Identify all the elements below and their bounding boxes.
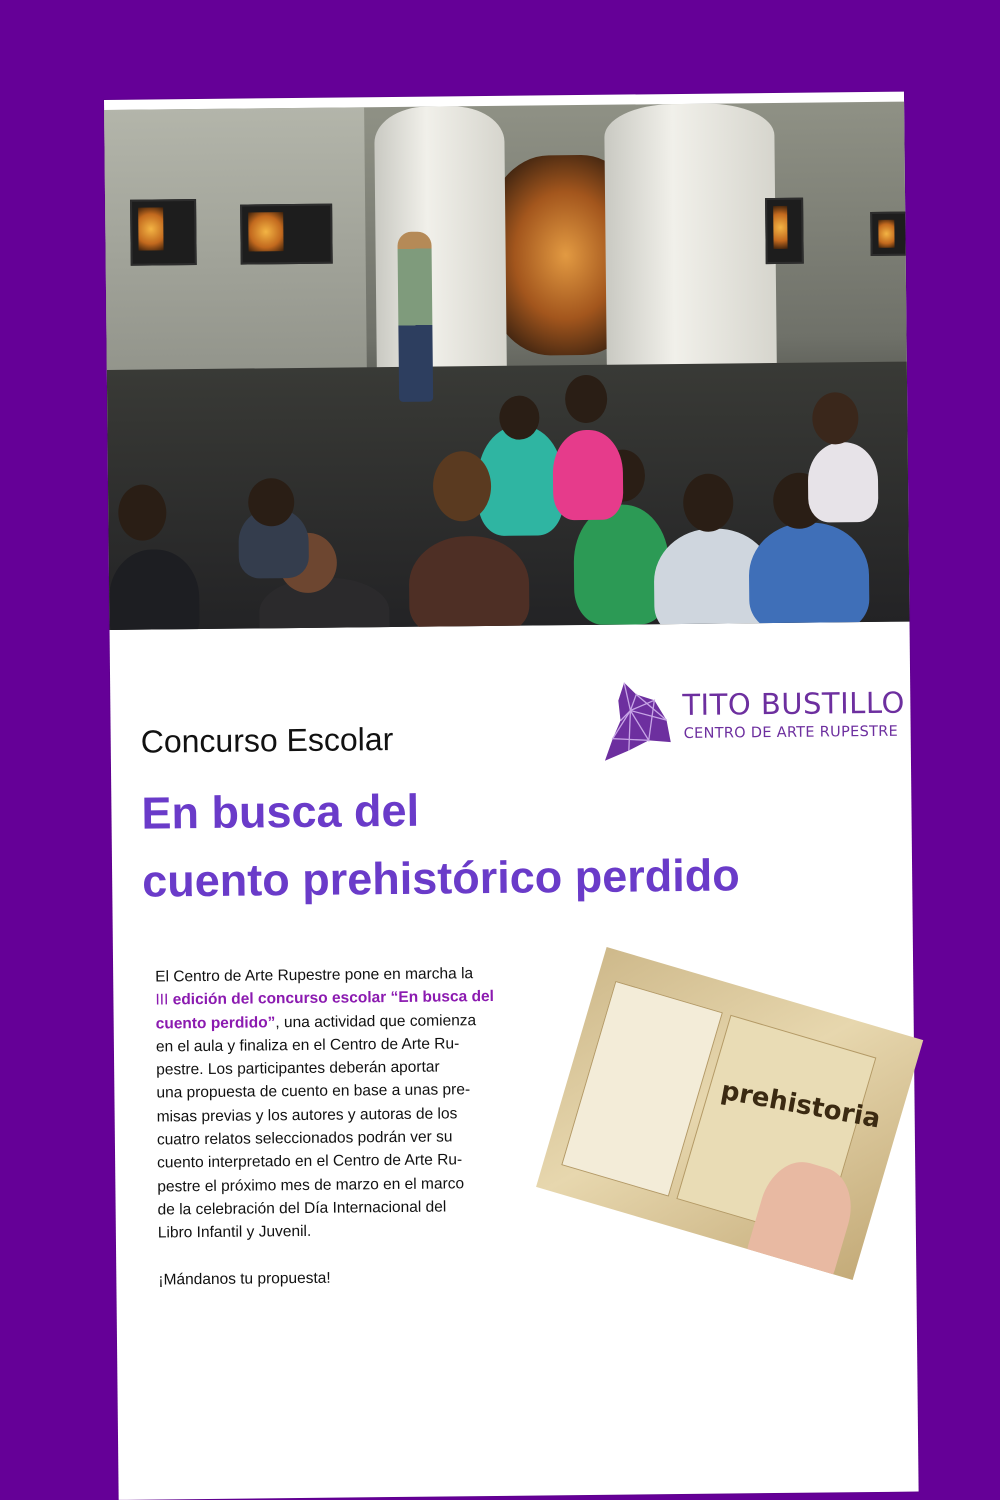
cave-pillar <box>604 103 777 375</box>
body-line: pestre. Los participantes deberán aportar <box>156 1058 440 1079</box>
title-line-2: cuento prehistórico perdido <box>141 849 740 907</box>
exhibit-screen <box>765 198 804 264</box>
body-line <box>156 1008 506 1035</box>
body-line: una propuesta de cuento en base a unas pre- <box>156 1081 471 1102</box>
title-line-1: En busca del <box>141 784 420 839</box>
child-head <box>683 473 734 532</box>
body-text-fragment: , una actividad que comienza <box>275 1011 477 1031</box>
hero-photo <box>104 102 909 630</box>
edition-number: III <box>155 991 169 1009</box>
brand-subtitle: CENTRO DE ARTE RUPESTRE <box>683 723 899 742</box>
body-line: Libro Infantil y Juvenil. <box>157 1223 312 1242</box>
page-title <box>141 773 740 915</box>
call-to-action: ¡Mándanos tu propuesta! <box>158 1269 331 1289</box>
highlight-text: edición del concurso escolar “En busca del <box>172 988 495 1009</box>
horse-head-logo-icon <box>596 680 675 763</box>
body-line: en el aula y finaliza en el Centro de Arte Ru- <box>155 1035 460 1056</box>
child-head <box>499 395 539 439</box>
kicker-text: Concurso Escolar <box>140 721 394 760</box>
exhibit-screen <box>240 204 333 265</box>
child-head <box>565 375 608 423</box>
body-line: cuatro relatos seleccionados podrán ver su <box>156 1128 453 1149</box>
description-paragraph <box>155 962 508 1245</box>
book-title: prehistoria <box>718 1075 883 1135</box>
tito-bustillo-logo <box>596 678 907 765</box>
child-figure <box>552 430 623 521</box>
child-head <box>433 451 492 522</box>
body-line: El Centro de Arte Rupestre pone en marcha la <box>155 965 474 986</box>
exhibit-screen <box>870 212 909 256</box>
body-line <box>155 985 505 1012</box>
brand-name: TITO BUSTILLO <box>682 685 905 722</box>
description-text <box>155 962 508 1292</box>
highlight-text: cuento perdido” <box>155 1013 276 1033</box>
body-line: misas previas y los autores y autoras de los <box>156 1105 458 1126</box>
body-line: de la celebración del Día Internacional del <box>157 1198 447 1219</box>
child-head <box>248 478 295 526</box>
child-head <box>118 484 167 540</box>
poster-sheet <box>104 92 919 1500</box>
exhibit-screen <box>130 199 197 266</box>
storyteller-figure <box>397 232 433 402</box>
child-figure <box>409 536 530 630</box>
child-figure <box>748 522 869 630</box>
child-figure <box>808 442 879 523</box>
book-photo <box>536 947 923 1280</box>
child-head <box>812 392 859 444</box>
cave-pillar <box>374 106 507 407</box>
body-line: cuento interpretado en el Centro de Arte Ru- <box>157 1151 463 1172</box>
body-line: pestre el próximo mes de marzo en el marco <box>157 1174 465 1196</box>
